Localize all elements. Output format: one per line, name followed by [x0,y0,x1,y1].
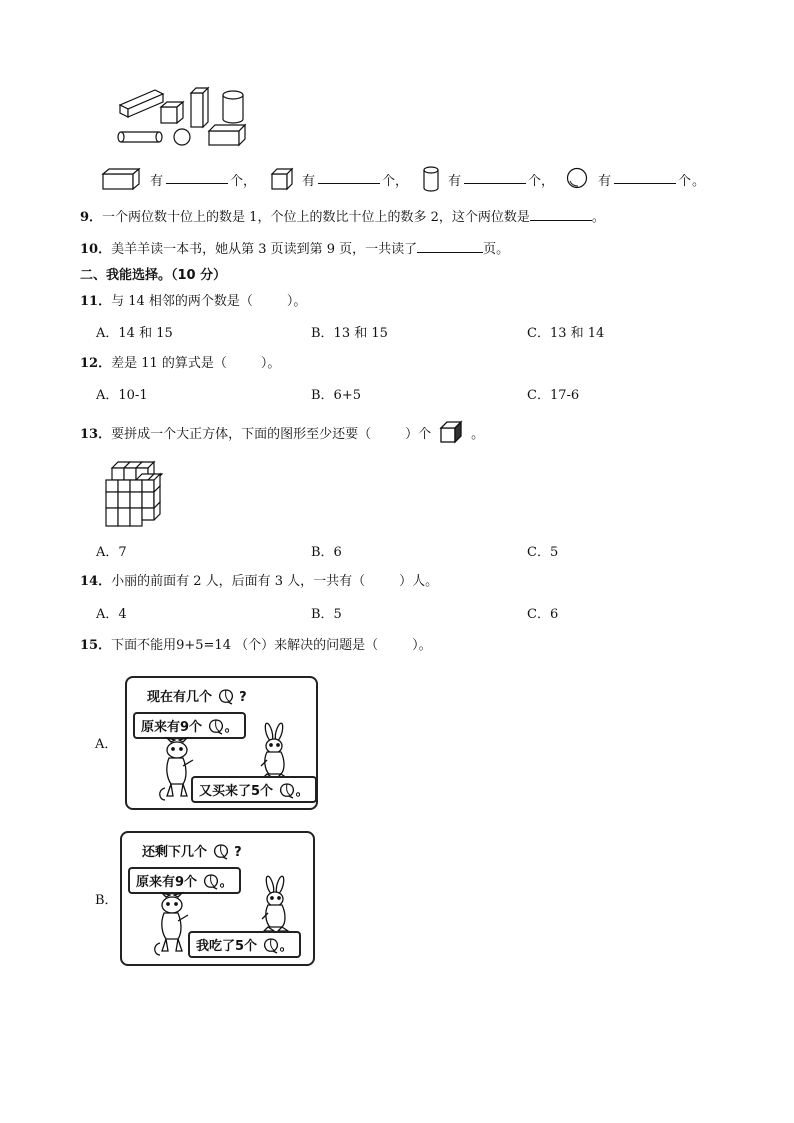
question-end: 页。 [483,242,510,257]
option-b-label[interactable]: B． [95,893,118,908]
bubble-dot: 。 [219,875,233,890]
question-text: 美羊羊读一本书，她从第 3 页读到第 9 页，一共读了 [111,242,418,257]
question-end: ）。 [260,356,281,371]
cylinder-unit: 个 [528,174,542,189]
question-number: 12． [80,356,112,371]
option-a[interactable]: A．4 [96,607,127,622]
comma: ， [541,174,555,189]
peach-icon [217,687,235,705]
comma: ， [243,174,257,189]
comma: ， [395,174,409,189]
speech-bubble-2 [188,931,301,958]
answer-blank[interactable] [417,239,483,253]
option-b[interactable]: B．6 [311,545,342,560]
question-text: 一个两位数十位上的数是 1，个位上的数比十位上的数多 2，这个两位数是 [102,210,530,225]
rabbit-figure [257,724,293,780]
question-number: 11． [80,294,112,309]
option-b[interactable]: B．13 和 15 [311,326,388,341]
question-end: ）。 [412,638,432,653]
question-text: 下面不能用9+5=14 （个）来解决的问题是（ [111,638,379,653]
question-number: 13． [80,427,112,442]
cube-stack-figure [102,460,166,530]
rabbit-figure [258,877,294,933]
question-14 [80,570,438,589]
sphere-have: 有 [598,174,612,189]
period: 。 [692,174,706,189]
peach-icon [207,717,225,735]
option-b[interactable]: B．5 [311,607,342,622]
shape-count-line [100,166,720,192]
cuboid-have: 有 [150,174,164,189]
cube-have: 有 [302,174,316,189]
option-c[interactable]: C．17-6 [527,388,580,403]
sphere-unit: 个 [678,174,692,189]
option-a-picture[interactable] [125,676,318,810]
question-11 [80,290,306,309]
question-end: ）人。 [399,574,439,589]
question-13 [80,421,484,443]
cylinder-icon [422,166,440,192]
speech-bubble-2 [191,776,317,803]
solids-pile-figure [115,85,255,150]
option-b[interactable]: B．6+5 [311,388,361,403]
question-text: 要拼成一个大正方体，下面的图形至少还要（ [111,427,372,442]
bubble-text: 又买来了5个 [199,784,274,799]
question-mark: ? [234,845,242,860]
question-end: 。 [471,427,485,442]
cylinder-count-blank[interactable] [464,170,526,184]
option-a[interactable]: A．10-1 [96,388,148,403]
question-end: ）。 [286,294,307,309]
question-number: 14． [80,574,112,589]
option-a-label[interactable]: A． [95,737,118,752]
question-number: 9． [80,210,103,225]
cuboid-unit: 个 [230,174,244,189]
cube-count-blank[interactable] [318,170,380,184]
sphere-icon [566,167,588,189]
question-number: 10． [80,242,112,257]
bubble-dot: 。 [224,720,238,735]
cube-icon [271,168,293,190]
bubble-dot: 。 [295,784,309,799]
section-title: 二、我能选择。（10 分） [80,268,227,283]
option-c[interactable]: C．13 和 14 [527,326,605,341]
kitten-figure [152,893,192,958]
question-text: 小丽的前面有 2 人，后面有 3 人，一共有（ [111,574,366,589]
peach-icon [202,872,220,890]
option-c[interactable]: C．5 [527,545,559,560]
cylinder-have: 有 [448,174,462,189]
bubble-text: 原来有9个 [141,720,203,735]
question-9 [80,206,605,225]
option-b-picture[interactable] [120,831,315,966]
cube-unit: 个 [382,174,396,189]
cuboid-count-blank[interactable] [166,170,228,184]
small-cube-icon [439,421,463,443]
bubble-text: 原来有9个 [136,875,198,890]
question-end: 。 [591,210,605,225]
option-a[interactable]: A．7 [96,545,127,560]
question-12 [80,352,280,371]
bubble-dot: 。 [279,939,293,954]
question-text-mid: ）个 [405,427,432,442]
question-text: 与 14 相邻的两个数是（ [111,294,253,309]
question-10 [80,238,509,257]
peach-icon [212,842,230,860]
sphere-count-blank[interactable] [614,170,676,184]
speech-bubble-1 [128,867,241,894]
speech-bubble-1 [133,712,246,739]
question-mark: ? [239,690,247,705]
picture-question: 还剩下几个 [142,845,208,860]
answer-blank[interactable] [530,207,592,221]
question-number: 15． [80,638,112,653]
picture-question: 现在有几个 [147,690,213,705]
cuboid-icon [102,168,140,190]
peach-icon [262,936,280,954]
option-a[interactable]: A．14 和 15 [96,326,173,341]
question-15 [80,634,432,653]
option-c[interactable]: C．6 [527,607,559,622]
question-text: 差是 11 的算式是（ [111,356,227,371]
bubble-text: 我吃了5个 [196,939,258,954]
peach-icon [278,781,296,799]
